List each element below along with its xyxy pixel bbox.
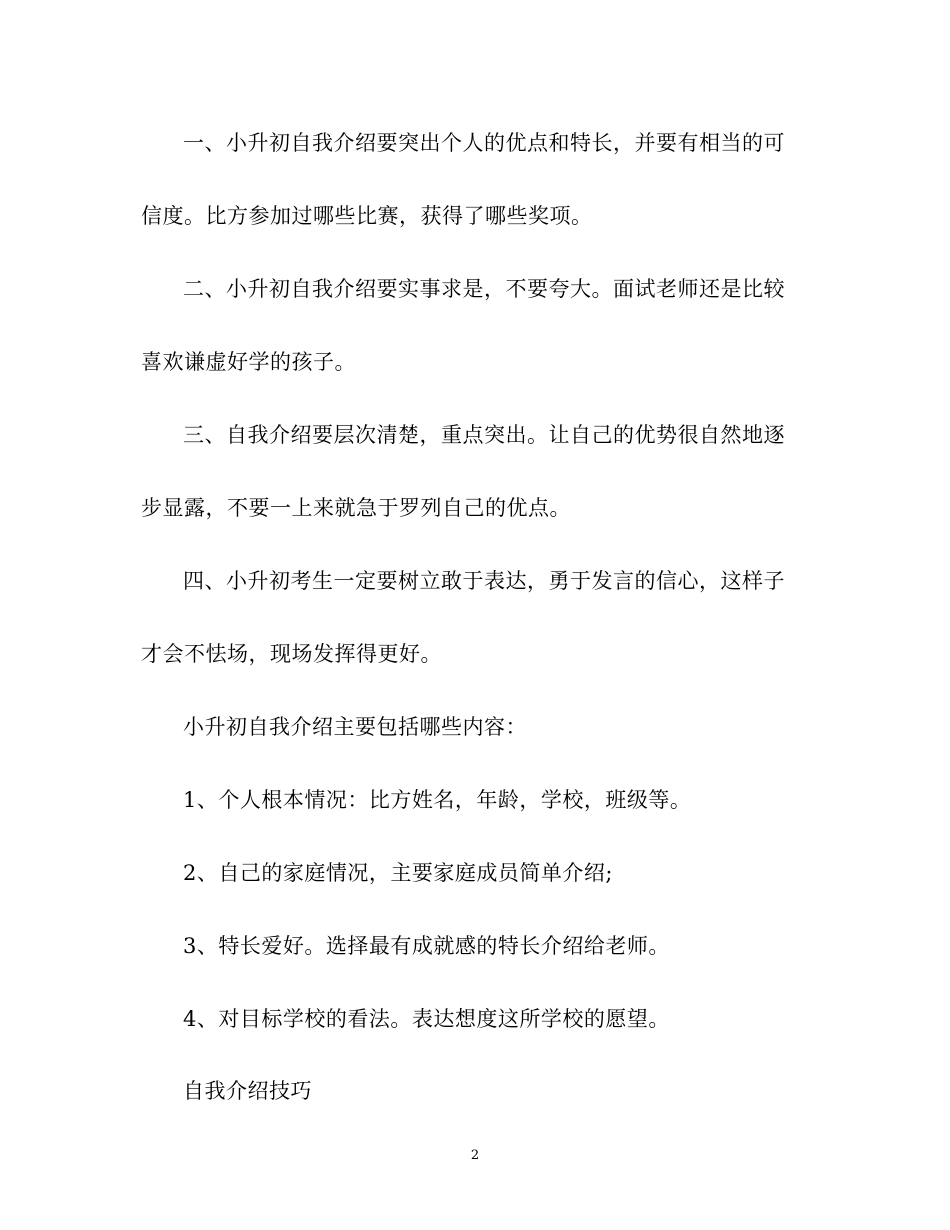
paragraph-3-line-2: 步显露，不要一上来就急于罗列自己的优点。 xyxy=(141,496,571,520)
page-number: 2 xyxy=(470,1148,480,1163)
section-intro-heading: 小升初自我介绍主要包括哪些内容： xyxy=(183,715,527,739)
content-item-3: 3、特长爱好。选择最有成就感的特长介绍给老师。 xyxy=(183,934,670,958)
paragraph-2-line-1: 二、小升初自我介绍要实事求是，不要夸大。面试老师还是比较 xyxy=(183,277,785,301)
section-tips-heading: 自我介绍技巧 xyxy=(183,1079,312,1103)
content-item-2: 2、自己的家庭情况，主要家庭成员简单介绍; xyxy=(183,861,613,885)
paragraph-4-line-2: 才会不怯场，现场发挥得更好。 xyxy=(141,642,442,666)
content-item-1: 1、个人根本情况：比方姓名，年龄，学校，班级等。 xyxy=(183,788,692,812)
content-item-4: 4、对目标学校的看法。表达想度这所学校的愿望。 xyxy=(183,1007,670,1031)
paragraph-1-line-2: 信度。比方参加过哪些比赛，获得了哪些奖项。 xyxy=(141,204,593,228)
paragraph-4-line-1: 四、小升初考生一定要树立敢于表达，勇于发言的信心，这样子 xyxy=(183,569,785,593)
paragraph-2-line-2: 喜欢谦虚好学的孩子。 xyxy=(141,350,356,374)
paragraph-1-line-1: 一、小升初自我介绍要突出个人的优点和特长，并要有相当的可 xyxy=(183,131,785,155)
paragraph-3-line-1: 三、自我介绍要层次清楚，重点突出。让自己的优势很自然地逐 xyxy=(183,423,785,447)
